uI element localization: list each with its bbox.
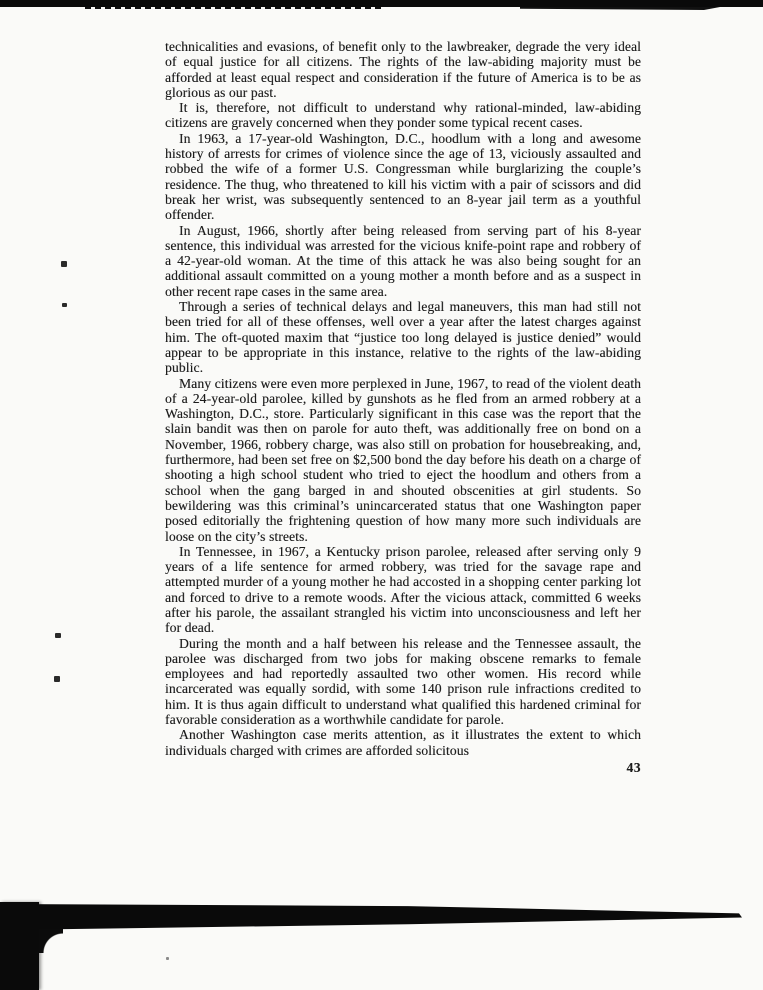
scan-edge-fringe xyxy=(520,7,720,10)
scan-speck xyxy=(54,676,60,682)
scan-edge-fringe xyxy=(85,7,385,9)
scan-edge-artifact-corner xyxy=(39,929,63,953)
paragraph: Through a series of technical delays and legal maneuvers, this man had still not been tried for all of these offenses, well over a year after the latest charges against him. The oft-quoted maxim that “justice too long delayed is justice denied” would appear to be appropriate in this instance, relative to the rights of the law-abiding public. xyxy=(165,299,641,376)
scan-edge-artifact-bottom-bar xyxy=(0,904,742,930)
paragraph: technicalities and evasions, of benefit only to the lawbreaker, degrade the very ideal of equal justice for all citizens. The rights of the law-abiding majority must be afforded at least equal respect and consideration if the future of America is to be as glorious as our past. xyxy=(165,39,641,100)
paragraph: In Tennessee, in 1967, a Kentucky prison parolee, released after serving only 9 years of a life sentence for armed robbery, was tried for the savage rape and attempted murder of a young mother he had accosted in a shopping center parking lot and forced to drive to a remote woods. After the vicious attack, committed 6 weeks after his parole, the assailant strangled his victim into unconsciousness and left her for dead. xyxy=(165,543,641,636)
scan-speck xyxy=(61,261,67,267)
page-text-column xyxy=(165,39,641,775)
paragraph: Many citizens were even more perplexed in June, 1967, to read of the violent death of a 24-year-old parolee, killed by gunshots as he fled from an armed robbery at a Washington, D.C., store. Particularly significant in this case was the report that the slain bandit was then on parole for auto theft, was additionally free on bond on a November, 1966, robbery charge, was also still on probation for housebreaking, and, furthermore, had been set free on $2,500 bond the day before his death on a charge of shooting a high school student who tried to eject the hoodlum and others from a school when the gang barged in and shouted obscenities at girl students. So bewildering was this criminal’s unincarcerated status that one Washington paper posed editorially the frightening question of how many more such individuals are loose on the city’s streets. xyxy=(165,375,641,544)
paragraph: It is, therefore, not difficult to understand why rational-minded, law-abiding citizens are gravely concerned when they ponder some typical recent cases. xyxy=(165,100,641,131)
scan-speck xyxy=(166,957,169,960)
paragraph: In August, 1966, shortly after being released from serving part of his 8-year sentence, this individual was arrested for the vicious knife-point rape and robbery of a 42-year-old woman. At the time of this attack he was also being sought for an additional assault committed on a young mother a month before and as a suspect in other recent rape cases in the same area. xyxy=(165,222,641,299)
scan-speck xyxy=(62,303,67,307)
scan-edge-artifact-top xyxy=(0,0,763,7)
paragraph: In 1963, a 17-year-old Washington, D.C., hoodlum with a long and awesome history of arrests for crimes of violence since the age of 13, viciously assaulted and robbed the wife of a former U.S. Congressman while burglarizing the couple’s residence. The thug, who threatened to kill his victim with a pair of scissors and did break her wrist, was subsequently sentenced to an 8-year jail term as a youthful offender. xyxy=(165,130,641,223)
page-number: 43 xyxy=(626,759,641,775)
paragraph: During the month and a half between his release and the Tennessee assault, the parolee was discharged from two jobs for making obscene remarks to female employees and had reportedly assaulted two other women. His record while incarcerated was equally sordid, with some 140 prison rule infractions credited to him. It is thus again difficult to understand what qualified this hardened criminal for favorable consideration as a worthwhile candidate for parole. xyxy=(165,635,641,728)
paragraph: Another Washington case merits attention, as it illustrates the extent to which individuals charged with crimes are afforded solicitous xyxy=(165,727,641,758)
scan-speck xyxy=(55,633,61,638)
